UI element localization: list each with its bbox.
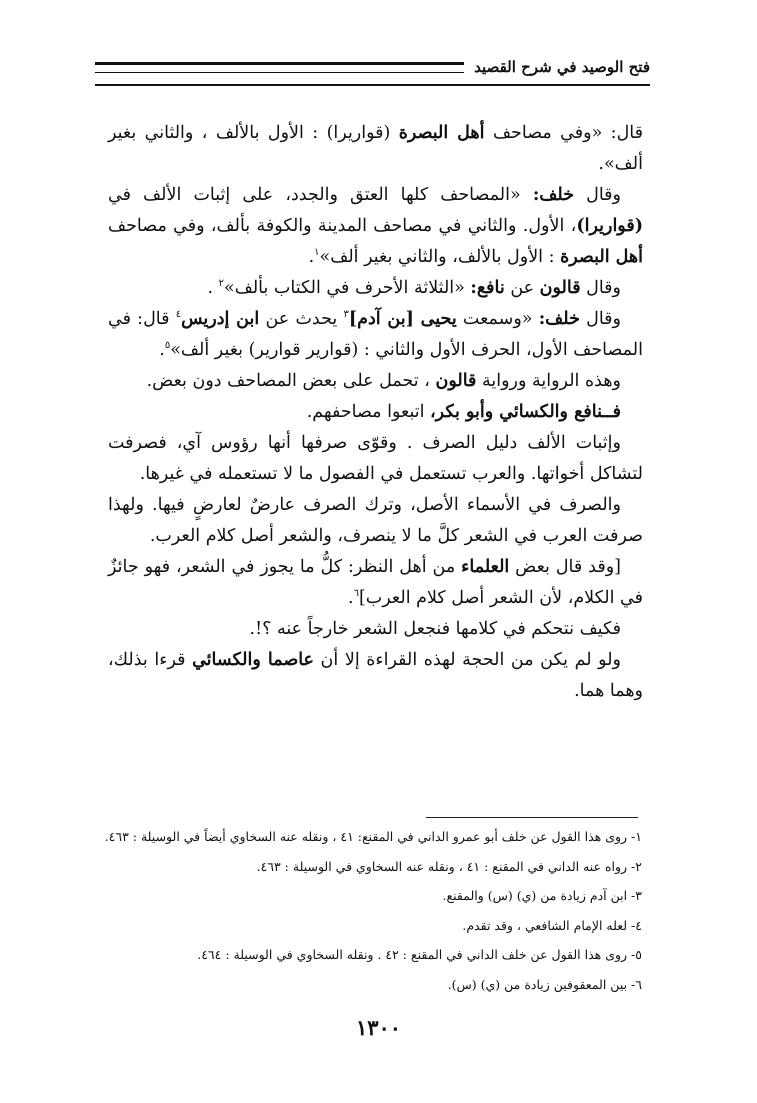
footnote-ref-4: ٤ xyxy=(175,309,182,321)
footnote-ref-1: ١ xyxy=(314,247,320,259)
paragraph-1: قال: «وفي مصاحف أهل البصرة (قواريرا) : الأول بالألف ، والثاني بغير ألف». xyxy=(108,123,643,174)
footnote-ref-5: ٥ xyxy=(164,340,171,352)
main-text xyxy=(108,118,643,707)
footnotes xyxy=(104,822,642,999)
paragraph-9: [وقد قال بعض العلماء من أهل النظر: كلُّ ما يجوز في الشعر، فهو جائزٌ في الكلام، لأن الشعر أصل كلام العرب]$^٦$. xyxy=(108,557,643,608)
paragraph-2: وقال خلف: «المصاحف كلها العتق والجدد، على إثبات الألف في (قواريرا)، الأول. والثاني في مصاحف المدينة والكوفة بألف، وفي مصاحف أهل البصرة : الأول بالألف، والثاني بغير ألف»$^١$. xyxy=(108,185,643,267)
running-title: فتح الوصيد في شرح القصيد xyxy=(474,58,650,76)
paragraph-7: وإثبات الألف دليل الصرف . وقوّى صرفها أنها رؤوس آي، فصرفت لتشاكل أخواتها. والعرب تستعمل في الفصول ما لا تستعمله في غيرها. xyxy=(108,433,643,484)
paragraph-10: فكيف نتحكم في كلامها فنجعل الشعر خارجاً عنه ؟!. xyxy=(249,619,621,639)
running-header xyxy=(95,58,650,76)
header-underline xyxy=(95,84,650,86)
footnote-separator xyxy=(426,817,638,818)
footnote-ref-6: ٦ xyxy=(353,588,359,600)
paragraph-5: وهذه الرواية ورواية قالون ، تحمل على بعض المصاحف دون بعض. xyxy=(146,371,621,391)
header-rule xyxy=(95,62,464,73)
footnote-3: ٣- ابن آدم زيادة من (ي) (س) والمقنع. xyxy=(442,888,642,903)
paragraph-11: ولو لم يكن من الحجة لهذه القراءة إلا أن عاصما والكسائي قرءا بذلك، وهما هما. xyxy=(108,650,643,701)
paragraph-6: فــنافع والكسائي وأبو بكر، اتبعوا مصاحفهم. xyxy=(306,402,621,422)
footnote-1: ١- روى هذا القول عن خلف أبو عمرو الداني في المقنع: ٤١ ، ونقله عنه السخاوي أيضاً في الوسيلة : ٤٦٣. xyxy=(104,829,642,844)
paragraph-4: وقال خلف: «وسمعت يحيى [بن آدم]$^٣$ يحدث عن ابن إدريس$^٤$ قال: في المصاحف الأول، الحرف الأول والثاني : (قوارير قوارير) بغير ألف»$^٥$. xyxy=(108,309,643,360)
page-number: ١٣٠٠ xyxy=(355,1015,402,1040)
footnote-5: ٥- روى هذا القول عن خلف الداني في المقنع : ٤٢ . ونقله السخاوي في الوسيلة : ٤٦٤. xyxy=(197,947,642,962)
footnote-6: ٦- بين المعقوفين زيادة من (ي) (س). xyxy=(447,976,642,992)
footnote-2: ٢- رواه عنه الداني في المقنع : ٤١ ، ونقله عنه السخاوي في الوسيلة : ٤٦٣. xyxy=(256,858,642,874)
paragraph-3: وقال قالون عن نافع: «الثلاثة الأحرف في الكتاب بألف»$^٢$ . xyxy=(207,278,621,298)
footnote-ref-3: ٣ xyxy=(343,309,349,321)
footnote-ref-2: ٢ xyxy=(218,278,224,290)
footnote-4: ٤- لعله الإمام الشافعي ، وقد تقدم. xyxy=(462,917,642,933)
paragraph-8: والصرف في الأسماء الأصل، وترك الصرف عارضٌ لعارضٍ فيها. ولهذا صرفت العرب في الشعر كلَّ ما لا ينصرف، والشعر أصل كلام العرب. xyxy=(108,495,643,546)
